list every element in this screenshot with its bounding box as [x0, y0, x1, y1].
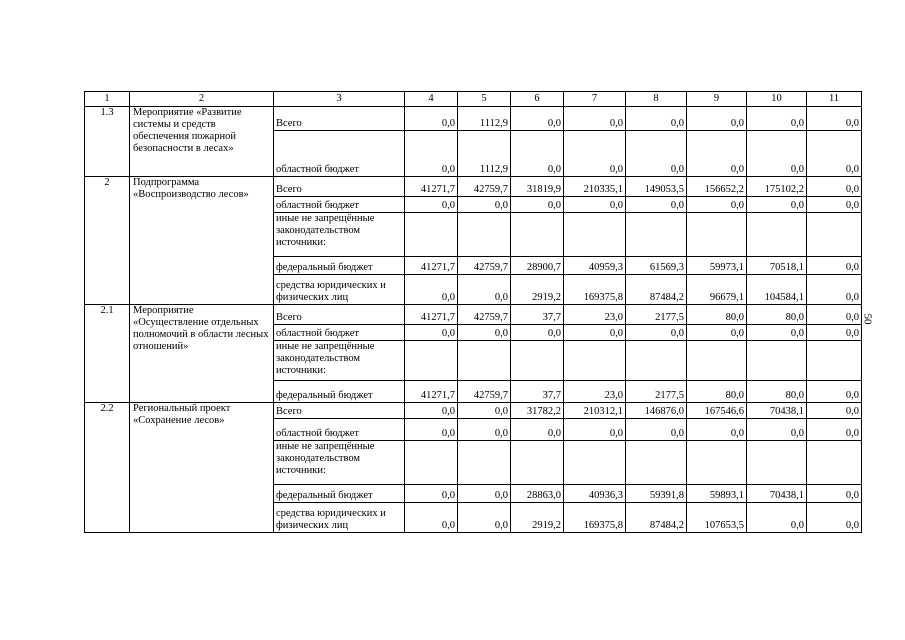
amount-cell: 149053,5 [626, 177, 687, 197]
item-name: Подпрограмма «Воспроизводство лесов» [130, 177, 274, 305]
amount-cell: 0,0 [564, 325, 626, 341]
amount-cell [747, 213, 807, 257]
amount-cell: 37,7 [511, 381, 564, 403]
amount-cell: 0,0 [807, 381, 862, 403]
amount-cell: 0,0 [405, 197, 458, 213]
amount-cell: 37,7 [511, 305, 564, 325]
amount-cell [458, 341, 511, 381]
amount-cell: 0,0 [458, 275, 511, 305]
item-name: Мероприятие «Осуществление отдельных полномочий в области лесных отношений» [130, 305, 274, 403]
amount-cell: 0,0 [807, 107, 862, 131]
amount-cell: 0,0 [458, 325, 511, 341]
amount-cell: 146876,0 [626, 403, 687, 419]
amount-cell: 0,0 [807, 419, 862, 441]
item-code: 1.3 [85, 107, 130, 177]
amount-cell [564, 341, 626, 381]
amount-cell [626, 213, 687, 257]
amount-cell: 0,0 [687, 131, 747, 177]
amount-cell: 59391,8 [626, 485, 687, 503]
amount-cell: 175102,2 [747, 177, 807, 197]
amount-cell: 0,0 [807, 325, 862, 341]
table-row [85, 305, 862, 325]
amount-cell: 0,0 [405, 131, 458, 177]
column-number-cell: 9 [687, 92, 747, 107]
item-code: 2.2 [85, 403, 130, 533]
funding-source: средства юридических и физических лиц [274, 275, 405, 305]
amount-cell [807, 441, 862, 485]
column-number-cell: 4 [405, 92, 458, 107]
amount-cell: 210312,1 [564, 403, 626, 419]
column-number-cell: 7 [564, 92, 626, 107]
amount-cell: 59893,1 [687, 485, 747, 503]
amount-cell: 0,0 [807, 177, 862, 197]
amount-cell: 80,0 [687, 381, 747, 403]
amount-cell: 2177,5 [626, 305, 687, 325]
amount-cell: 0,0 [458, 503, 511, 533]
funding-source: федеральный бюджет [274, 485, 405, 503]
amount-cell: 0,0 [747, 419, 807, 441]
page-number: 50 [861, 313, 874, 325]
amount-cell: 0,0 [626, 197, 687, 213]
amount-cell: 31819,9 [511, 177, 564, 197]
amount-cell: 0,0 [405, 485, 458, 503]
amount-cell: 40959,3 [564, 257, 626, 275]
amount-cell: 169375,8 [564, 275, 626, 305]
amount-cell [511, 441, 564, 485]
amount-cell: 0,0 [564, 107, 626, 131]
amount-cell: 0,0 [747, 325, 807, 341]
funding-source: средства юридических и физических лиц [274, 503, 405, 533]
column-number-cell: 6 [511, 92, 564, 107]
amount-cell [458, 441, 511, 485]
amount-cell: 0,0 [687, 107, 747, 131]
amount-cell: 0,0 [458, 197, 511, 213]
amount-cell: 0,0 [564, 419, 626, 441]
amount-cell: 0,0 [405, 275, 458, 305]
item-code: 2.1 [85, 305, 130, 403]
amount-cell: 167546,6 [687, 403, 747, 419]
amount-cell: 70438,1 [747, 403, 807, 419]
column-number-cell: 10 [747, 92, 807, 107]
budget-table [84, 91, 862, 533]
amount-cell: 2177,5 [626, 381, 687, 403]
amount-cell: 0,0 [626, 325, 687, 341]
amount-cell: 40936,3 [564, 485, 626, 503]
amount-cell: 0,0 [807, 503, 862, 533]
amount-cell: 42759,7 [458, 381, 511, 403]
amount-cell [405, 213, 458, 257]
amount-cell: 42759,7 [458, 257, 511, 275]
amount-cell: 0,0 [564, 197, 626, 213]
amount-cell [626, 441, 687, 485]
column-number-cell: 3 [274, 92, 405, 107]
amount-cell [687, 441, 747, 485]
amount-cell: 0,0 [405, 403, 458, 419]
funding-source: иные не запрещённые законодательством источники: [274, 441, 405, 485]
amount-cell: 0,0 [405, 325, 458, 341]
amount-cell: 28863,0 [511, 485, 564, 503]
column-number-cell: 1 [85, 92, 130, 107]
funding-source: иные не запрещённые законодательством источники: [274, 341, 405, 381]
amount-cell [564, 441, 626, 485]
funding-source: областной бюджет [274, 419, 405, 441]
amount-cell: 41271,7 [405, 257, 458, 275]
amount-cell: 2919,2 [511, 275, 564, 305]
item-code: 2 [85, 177, 130, 305]
amount-cell: 0,0 [405, 503, 458, 533]
amount-cell: 70438,1 [747, 485, 807, 503]
amount-cell [807, 213, 862, 257]
funding-source: Всего [274, 305, 405, 325]
amount-cell: 0,0 [687, 197, 747, 213]
table-row [85, 403, 862, 419]
funding-source: Всего [274, 403, 405, 419]
column-number-cell: 8 [626, 92, 687, 107]
amount-cell: 31782,2 [511, 403, 564, 419]
amount-cell: 0,0 [687, 419, 747, 441]
amount-cell [511, 213, 564, 257]
amount-cell [807, 341, 862, 381]
amount-cell: 0,0 [807, 131, 862, 177]
amount-cell [458, 213, 511, 257]
amount-cell: 87484,2 [626, 275, 687, 305]
amount-cell: 0,0 [511, 419, 564, 441]
funding-source: федеральный бюджет [274, 381, 405, 403]
amount-cell: 23,0 [564, 381, 626, 403]
funding-source: Всего [274, 107, 405, 131]
amount-cell: 0,0 [511, 107, 564, 131]
amount-cell: 0,0 [511, 197, 564, 213]
amount-cell: 0,0 [626, 107, 687, 131]
funding-source: областной бюджет [274, 131, 405, 177]
amount-cell: 0,0 [687, 325, 747, 341]
funding-source: Всего [274, 177, 405, 197]
table-row [85, 107, 862, 131]
amount-cell: 107653,5 [687, 503, 747, 533]
amount-cell: 0,0 [564, 131, 626, 177]
amount-cell: 41271,7 [405, 381, 458, 403]
amount-cell: 0,0 [747, 503, 807, 533]
amount-cell: 0,0 [807, 275, 862, 305]
amount-cell: 2919,2 [511, 503, 564, 533]
table-row [85, 177, 862, 197]
column-number-cell: 5 [458, 92, 511, 107]
column-number-cell: 11 [807, 92, 862, 107]
funding-source: федеральный бюджет [274, 257, 405, 275]
amount-cell: 156652,2 [687, 177, 747, 197]
amount-cell: 169375,8 [564, 503, 626, 533]
amount-cell: 87484,2 [626, 503, 687, 533]
amount-cell [626, 341, 687, 381]
column-number-row [85, 92, 862, 107]
amount-cell: 0,0 [747, 107, 807, 131]
amount-cell: 59973,1 [687, 257, 747, 275]
amount-cell: 210335,1 [564, 177, 626, 197]
amount-cell: 0,0 [807, 197, 862, 213]
funding-source: иные не запрещённые законодательством источники: [274, 213, 405, 257]
amount-cell: 0,0 [807, 257, 862, 275]
amount-cell [747, 441, 807, 485]
amount-cell: 41271,7 [405, 305, 458, 325]
amount-cell: 28900,7 [511, 257, 564, 275]
amount-cell: 80,0 [687, 305, 747, 325]
item-name: Региональный проект «Сохранение лесов» [130, 403, 274, 533]
amount-cell: 96679,1 [687, 275, 747, 305]
amount-cell: 0,0 [458, 419, 511, 441]
funding-source: областной бюджет [274, 197, 405, 213]
amount-cell: 42759,7 [458, 305, 511, 325]
amount-cell: 0,0 [807, 403, 862, 419]
amount-cell: 0,0 [405, 419, 458, 441]
amount-cell: 0,0 [807, 485, 862, 503]
amount-cell: 61569,3 [626, 257, 687, 275]
amount-cell: 42759,7 [458, 177, 511, 197]
amount-cell: 70518,1 [747, 257, 807, 275]
amount-cell: 1112,9 [458, 131, 511, 177]
amount-cell [564, 213, 626, 257]
item-name: Мероприятие «Развитие системы и средств обеспечения пожарной безопасности в лесах» [130, 107, 274, 177]
amount-cell: 0,0 [807, 305, 862, 325]
amount-cell [405, 341, 458, 381]
amount-cell: 0,0 [626, 419, 687, 441]
amount-cell: 1112,9 [458, 107, 511, 131]
amount-cell: 41271,7 [405, 177, 458, 197]
amount-cell [747, 341, 807, 381]
amount-cell: 0,0 [747, 197, 807, 213]
column-number-cell: 2 [130, 92, 274, 107]
table-body [85, 92, 862, 533]
amount-cell: 0,0 [511, 131, 564, 177]
amount-cell: 0,0 [458, 403, 511, 419]
amount-cell: 0,0 [511, 325, 564, 341]
amount-cell: 0,0 [626, 131, 687, 177]
amount-cell: 0,0 [747, 131, 807, 177]
funding-source: областной бюджет [274, 325, 405, 341]
amount-cell: 23,0 [564, 305, 626, 325]
amount-cell: 0,0 [405, 107, 458, 131]
amount-cell [405, 441, 458, 485]
amount-cell [511, 341, 564, 381]
amount-cell [687, 341, 747, 381]
amount-cell: 80,0 [747, 381, 807, 403]
amount-cell [687, 213, 747, 257]
amount-cell: 80,0 [747, 305, 807, 325]
amount-cell: 0,0 [458, 485, 511, 503]
amount-cell: 104584,1 [747, 275, 807, 305]
